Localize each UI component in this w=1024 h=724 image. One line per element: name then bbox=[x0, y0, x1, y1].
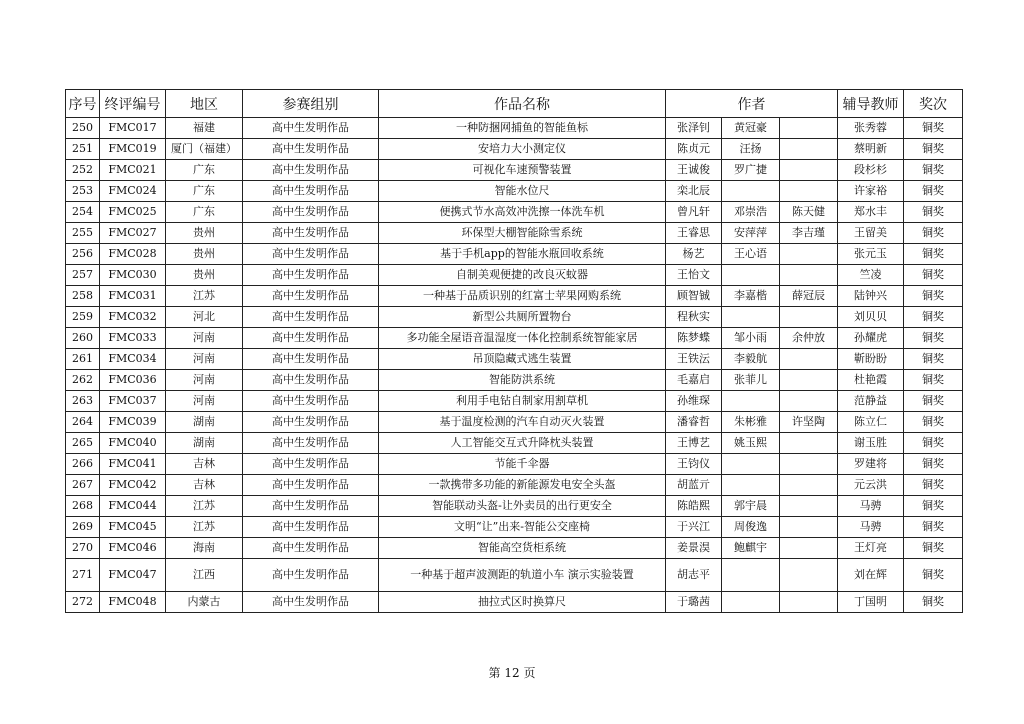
author-2-cell bbox=[722, 307, 780, 328]
table-row bbox=[66, 433, 963, 454]
region-cell: 内蒙古 bbox=[166, 592, 243, 613]
author-3-cell: 李吉瑾 bbox=[780, 223, 838, 244]
author-3-cell: 薛冠辰 bbox=[780, 286, 838, 307]
teacher-cell: 孙耀虎 bbox=[838, 328, 904, 349]
eval-code-cell: FMC017 bbox=[100, 118, 166, 139]
header-group: 参赛组别 bbox=[243, 90, 379, 118]
work-title-cell: 节能千伞器 bbox=[379, 454, 666, 475]
award-cell: 铜奖 bbox=[904, 286, 963, 307]
row-number-cell: 271 bbox=[66, 559, 100, 592]
group-cell: 高中生发明作品 bbox=[243, 328, 379, 349]
author-3-cell bbox=[780, 433, 838, 454]
table-row bbox=[66, 286, 963, 307]
table-row bbox=[66, 412, 963, 433]
author-2-cell: 张菲儿 bbox=[722, 370, 780, 391]
author-3-cell bbox=[780, 592, 838, 613]
teacher-cell: 范静益 bbox=[838, 391, 904, 412]
author-1-cell: 陈梦蝶 bbox=[666, 328, 722, 349]
group-cell: 高中生发明作品 bbox=[243, 538, 379, 559]
region-cell: 吉林 bbox=[166, 454, 243, 475]
region-cell: 河南 bbox=[166, 370, 243, 391]
eval-code-cell: FMC024 bbox=[100, 181, 166, 202]
author-1-cell: 陈贞元 bbox=[666, 139, 722, 160]
table-row bbox=[66, 139, 963, 160]
author-3-cell bbox=[780, 370, 838, 391]
teacher-cell: 谢玉胜 bbox=[838, 433, 904, 454]
region-cell: 江西 bbox=[166, 559, 243, 592]
author-1-cell: 陈皓熙 bbox=[666, 496, 722, 517]
author-3-cell bbox=[780, 454, 838, 475]
author-3-cell bbox=[780, 559, 838, 592]
award-cell: 铜奖 bbox=[904, 391, 963, 412]
author-3-cell bbox=[780, 118, 838, 139]
award-cell: 铜奖 bbox=[904, 433, 963, 454]
row-number-cell: 250 bbox=[66, 118, 100, 139]
eval-code-cell: FMC048 bbox=[100, 592, 166, 613]
award-cell: 铜奖 bbox=[904, 538, 963, 559]
author-2-cell: 罗广捷 bbox=[722, 160, 780, 181]
author-2-cell bbox=[722, 181, 780, 202]
author-1-cell: 毛嘉启 bbox=[666, 370, 722, 391]
region-cell: 广东 bbox=[166, 160, 243, 181]
teacher-cell: 刘贝贝 bbox=[838, 307, 904, 328]
eval-code-cell: FMC019 bbox=[100, 139, 166, 160]
award-cell: 铜奖 bbox=[904, 370, 963, 391]
author-3-cell bbox=[780, 265, 838, 286]
header-region: 地区 bbox=[166, 90, 243, 118]
group-cell: 高中生发明作品 bbox=[243, 496, 379, 517]
table-row bbox=[66, 370, 963, 391]
region-cell: 海南 bbox=[166, 538, 243, 559]
author-2-cell: 安萍萍 bbox=[722, 223, 780, 244]
group-cell: 高中生发明作品 bbox=[243, 223, 379, 244]
author-2-cell: 李嘉楷 bbox=[722, 286, 780, 307]
work-title-cell: 一种基于超声波测距的轨道小车 演示实验装置 bbox=[379, 559, 666, 592]
eval-code-cell: FMC027 bbox=[100, 223, 166, 244]
author-2-cell: 邹小雨 bbox=[722, 328, 780, 349]
region-cell: 厦门（福建） bbox=[166, 139, 243, 160]
table-row bbox=[66, 307, 963, 328]
award-cell: 铜奖 bbox=[904, 559, 963, 592]
region-cell: 吉林 bbox=[166, 475, 243, 496]
work-title-cell: 人工智能交互式升降枕头装置 bbox=[379, 433, 666, 454]
work-title-cell: 一种基于品质识别的红富士苹果网购系统 bbox=[379, 286, 666, 307]
row-number-cell: 269 bbox=[66, 517, 100, 538]
region-cell: 广东 bbox=[166, 181, 243, 202]
group-cell: 高中生发明作品 bbox=[243, 349, 379, 370]
author-2-cell: 姚玉熙 bbox=[722, 433, 780, 454]
work-title-cell: 新型公共厕所置物台 bbox=[379, 307, 666, 328]
region-cell: 广东 bbox=[166, 202, 243, 223]
row-number-cell: 261 bbox=[66, 349, 100, 370]
teacher-cell: 杜艳霞 bbox=[838, 370, 904, 391]
group-cell: 高中生发明作品 bbox=[243, 517, 379, 538]
eval-code-cell: FMC021 bbox=[100, 160, 166, 181]
work-title-cell: 智能防洪系统 bbox=[379, 370, 666, 391]
row-number-cell: 262 bbox=[66, 370, 100, 391]
table-row bbox=[66, 517, 963, 538]
author-1-cell: 张泽钊 bbox=[666, 118, 722, 139]
author-3-cell bbox=[780, 181, 838, 202]
author-1-cell: 潘睿哲 bbox=[666, 412, 722, 433]
row-number-cell: 258 bbox=[66, 286, 100, 307]
author-3-cell bbox=[780, 538, 838, 559]
table-row bbox=[66, 223, 963, 244]
eval-code-cell: FMC034 bbox=[100, 349, 166, 370]
table-row bbox=[66, 181, 963, 202]
group-cell: 高中生发明作品 bbox=[243, 118, 379, 139]
award-cell: 铜奖 bbox=[904, 517, 963, 538]
group-cell: 高中生发明作品 bbox=[243, 475, 379, 496]
author-3-cell bbox=[780, 475, 838, 496]
region-cell: 河南 bbox=[166, 328, 243, 349]
teacher-cell: 陈立仁 bbox=[838, 412, 904, 433]
award-cell: 铜奖 bbox=[904, 307, 963, 328]
region-cell: 江苏 bbox=[166, 517, 243, 538]
group-cell: 高中生发明作品 bbox=[243, 307, 379, 328]
row-number-cell: 266 bbox=[66, 454, 100, 475]
teacher-cell: 马骋 bbox=[838, 496, 904, 517]
region-cell: 河北 bbox=[166, 307, 243, 328]
teacher-cell: 丁国明 bbox=[838, 592, 904, 613]
header-row bbox=[66, 90, 963, 118]
table-row bbox=[66, 559, 963, 592]
author-1-cell: 王钧仪 bbox=[666, 454, 722, 475]
author-1-cell: 王诚俊 bbox=[666, 160, 722, 181]
header-no: 序号 bbox=[66, 90, 100, 118]
author-2-cell: 朱彬雅 bbox=[722, 412, 780, 433]
group-cell: 高中生发明作品 bbox=[243, 454, 379, 475]
group-cell: 高中生发明作品 bbox=[243, 244, 379, 265]
header-award: 奖次 bbox=[904, 90, 963, 118]
author-3-cell bbox=[780, 496, 838, 517]
teacher-cell: 蔡明新 bbox=[838, 139, 904, 160]
eval-code-cell: FMC044 bbox=[100, 496, 166, 517]
eval-code-cell: FMC039 bbox=[100, 412, 166, 433]
row-number-cell: 257 bbox=[66, 265, 100, 286]
author-3-cell: 陈天健 bbox=[780, 202, 838, 223]
author-1-cell: 胡蓝亓 bbox=[666, 475, 722, 496]
table-row bbox=[66, 475, 963, 496]
teacher-cell: 许家裕 bbox=[838, 181, 904, 202]
award-cell: 铜奖 bbox=[904, 475, 963, 496]
author-1-cell: 栾北辰 bbox=[666, 181, 722, 202]
author-1-cell: 于璐茜 bbox=[666, 592, 722, 613]
row-number-cell: 270 bbox=[66, 538, 100, 559]
author-1-cell: 胡志平 bbox=[666, 559, 722, 592]
teacher-cell: 竺凌 bbox=[838, 265, 904, 286]
group-cell: 高中生发明作品 bbox=[243, 559, 379, 592]
work-title-cell: 多功能全屋语音温湿度一体化控制系统智能家居 bbox=[379, 328, 666, 349]
row-number-cell: 253 bbox=[66, 181, 100, 202]
author-1-cell: 王铁沄 bbox=[666, 349, 722, 370]
author-1-cell: 顾智铖 bbox=[666, 286, 722, 307]
work-title-cell: 基于温度检测的汽车自动灭火装置 bbox=[379, 412, 666, 433]
work-title-cell: 便携式节水高效冲洗擦一体洗车机 bbox=[379, 202, 666, 223]
row-number-cell: 260 bbox=[66, 328, 100, 349]
region-cell: 贵州 bbox=[166, 244, 243, 265]
author-2-cell bbox=[722, 391, 780, 412]
work-title-cell: 吊顶隐藏式逃生装置 bbox=[379, 349, 666, 370]
author-2-cell: 周俊逸 bbox=[722, 517, 780, 538]
award-cell: 铜奖 bbox=[904, 181, 963, 202]
row-number-cell: 259 bbox=[66, 307, 100, 328]
award-cell: 铜奖 bbox=[904, 139, 963, 160]
author-3-cell: 余仲放 bbox=[780, 328, 838, 349]
eval-code-cell: FMC025 bbox=[100, 202, 166, 223]
author-3-cell bbox=[780, 517, 838, 538]
work-title-cell: 抽拉式区时换算尺 bbox=[379, 592, 666, 613]
eval-code-cell: FMC032 bbox=[100, 307, 166, 328]
author-1-cell: 程秋实 bbox=[666, 307, 722, 328]
table-row bbox=[66, 349, 963, 370]
award-cell: 铜奖 bbox=[904, 496, 963, 517]
teacher-cell: 元云洪 bbox=[838, 475, 904, 496]
award-cell: 铜奖 bbox=[904, 454, 963, 475]
eval-code-cell: FMC037 bbox=[100, 391, 166, 412]
table-row bbox=[66, 160, 963, 181]
table-row bbox=[66, 391, 963, 412]
work-title-cell: 基于手机app的智能水瓶回收系统 bbox=[379, 244, 666, 265]
eval-code-cell: FMC045 bbox=[100, 517, 166, 538]
row-number-cell: 256 bbox=[66, 244, 100, 265]
row-number-cell: 254 bbox=[66, 202, 100, 223]
group-cell: 高中生发明作品 bbox=[243, 391, 379, 412]
awards-table bbox=[65, 89, 963, 613]
author-1-cell: 王博艺 bbox=[666, 433, 722, 454]
eval-code-cell: FMC033 bbox=[100, 328, 166, 349]
group-cell: 高中生发明作品 bbox=[243, 139, 379, 160]
author-2-cell bbox=[722, 265, 780, 286]
teacher-cell: 张元玉 bbox=[838, 244, 904, 265]
author-1-cell: 王怡文 bbox=[666, 265, 722, 286]
teacher-cell: 郑水丰 bbox=[838, 202, 904, 223]
table-row bbox=[66, 538, 963, 559]
work-title-cell: 自制美观便捷的改良灭蚊器 bbox=[379, 265, 666, 286]
table-row bbox=[66, 118, 963, 139]
author-1-cell: 姜景淏 bbox=[666, 538, 722, 559]
eval-code-cell: FMC028 bbox=[100, 244, 166, 265]
award-cell: 铜奖 bbox=[904, 412, 963, 433]
award-cell: 铜奖 bbox=[904, 244, 963, 265]
row-number-cell: 267 bbox=[66, 475, 100, 496]
row-number-cell: 263 bbox=[66, 391, 100, 412]
author-2-cell: 邓崇浩 bbox=[722, 202, 780, 223]
award-cell: 铜奖 bbox=[904, 223, 963, 244]
author-2-cell: 汪扬 bbox=[722, 139, 780, 160]
teacher-cell: 段杉杉 bbox=[838, 160, 904, 181]
author-3-cell bbox=[780, 391, 838, 412]
group-cell: 高中生发明作品 bbox=[243, 412, 379, 433]
work-title-cell: 可视化车速预警装置 bbox=[379, 160, 666, 181]
row-number-cell: 264 bbox=[66, 412, 100, 433]
group-cell: 高中生发明作品 bbox=[243, 370, 379, 391]
table-row bbox=[66, 202, 963, 223]
author-3-cell: 许坚陶 bbox=[780, 412, 838, 433]
award-cell: 铜奖 bbox=[904, 328, 963, 349]
teacher-cell: 王留美 bbox=[838, 223, 904, 244]
teacher-cell: 罗建将 bbox=[838, 454, 904, 475]
row-number-cell: 252 bbox=[66, 160, 100, 181]
region-cell: 福建 bbox=[166, 118, 243, 139]
eval-code-cell: FMC041 bbox=[100, 454, 166, 475]
teacher-cell: 靳盼盼 bbox=[838, 349, 904, 370]
table-row bbox=[66, 592, 963, 613]
teacher-cell: 刘在辉 bbox=[838, 559, 904, 592]
teacher-cell: 陆钟兴 bbox=[838, 286, 904, 307]
header-authors: 作者 bbox=[666, 90, 838, 118]
row-number-cell: 255 bbox=[66, 223, 100, 244]
author-1-cell: 孙维琛 bbox=[666, 391, 722, 412]
table-row bbox=[66, 244, 963, 265]
region-cell: 河南 bbox=[166, 391, 243, 412]
work-title-cell: 一种防捆网捕鱼的智能鱼标 bbox=[379, 118, 666, 139]
author-2-cell: 黄冠豪 bbox=[722, 118, 780, 139]
author-1-cell: 于兴江 bbox=[666, 517, 722, 538]
group-cell: 高中生发明作品 bbox=[243, 265, 379, 286]
region-cell: 贵州 bbox=[166, 223, 243, 244]
author-2-cell: 李毅航 bbox=[722, 349, 780, 370]
teacher-cell: 马骋 bbox=[838, 517, 904, 538]
group-cell: 高中生发明作品 bbox=[243, 592, 379, 613]
region-cell: 河南 bbox=[166, 349, 243, 370]
author-2-cell: 王心语 bbox=[722, 244, 780, 265]
group-cell: 高中生发明作品 bbox=[243, 160, 379, 181]
eval-code-cell: FMC031 bbox=[100, 286, 166, 307]
author-1-cell: 杨艺 bbox=[666, 244, 722, 265]
teacher-cell: 王灯亮 bbox=[838, 538, 904, 559]
region-cell: 湖南 bbox=[166, 433, 243, 454]
author-3-cell bbox=[780, 160, 838, 181]
author-1-cell: 王睿思 bbox=[666, 223, 722, 244]
eval-code-cell: FMC030 bbox=[100, 265, 166, 286]
author-2-cell bbox=[722, 559, 780, 592]
group-cell: 高中生发明作品 bbox=[243, 202, 379, 223]
row-number-cell: 265 bbox=[66, 433, 100, 454]
author-1-cell: 曾凡轩 bbox=[666, 202, 722, 223]
region-cell: 江苏 bbox=[166, 286, 243, 307]
work-title-cell: 利用手电钻自制家用割草机 bbox=[379, 391, 666, 412]
eval-code-cell: FMC046 bbox=[100, 538, 166, 559]
work-title-cell: 智能联动头盔-让外卖员的出行更安全 bbox=[379, 496, 666, 517]
header-title: 作品名称 bbox=[379, 90, 666, 118]
author-2-cell: 郭宇晨 bbox=[722, 496, 780, 517]
row-number-cell: 268 bbox=[66, 496, 100, 517]
author-3-cell bbox=[780, 307, 838, 328]
author-2-cell: 鲍麒宇 bbox=[722, 538, 780, 559]
table-row bbox=[66, 328, 963, 349]
row-number-cell: 251 bbox=[66, 139, 100, 160]
eval-code-cell: FMC047 bbox=[100, 559, 166, 592]
table-row bbox=[66, 265, 963, 286]
work-title-cell: 智能水位尺 bbox=[379, 181, 666, 202]
work-title-cell: 一款携带多功能的新能源发电安全头盔 bbox=[379, 475, 666, 496]
row-number-cell: 272 bbox=[66, 592, 100, 613]
author-3-cell bbox=[780, 244, 838, 265]
group-cell: 高中生发明作品 bbox=[243, 286, 379, 307]
award-cell: 铜奖 bbox=[904, 592, 963, 613]
header-code: 终评编号 bbox=[100, 90, 166, 118]
author-3-cell bbox=[780, 349, 838, 370]
region-cell: 湖南 bbox=[166, 412, 243, 433]
award-cell: 铜奖 bbox=[904, 118, 963, 139]
page-number: 第 12 页 bbox=[488, 666, 536, 680]
group-cell: 高中生发明作品 bbox=[243, 433, 379, 454]
work-title-cell: 安培力大小测定仪 bbox=[379, 139, 666, 160]
award-cell: 铜奖 bbox=[904, 349, 963, 370]
eval-code-cell: FMC040 bbox=[100, 433, 166, 454]
table-row bbox=[66, 496, 963, 517]
work-title-cell: 智能高空货柜系统 bbox=[379, 538, 666, 559]
header-teacher: 辅导教师 bbox=[838, 90, 904, 118]
award-cell: 铜奖 bbox=[904, 265, 963, 286]
eval-code-cell: FMC042 bbox=[100, 475, 166, 496]
author-2-cell bbox=[722, 592, 780, 613]
region-cell: 贵州 bbox=[166, 265, 243, 286]
teacher-cell: 张秀蓉 bbox=[838, 118, 904, 139]
work-title-cell: 环保型大棚智能除雪系统 bbox=[379, 223, 666, 244]
table-row bbox=[66, 454, 963, 475]
eval-code-cell: FMC036 bbox=[100, 370, 166, 391]
group-cell: 高中生发明作品 bbox=[243, 181, 379, 202]
author-2-cell bbox=[722, 475, 780, 496]
author-2-cell bbox=[722, 454, 780, 475]
region-cell: 江苏 bbox=[166, 496, 243, 517]
award-cell: 铜奖 bbox=[904, 202, 963, 223]
award-cell: 铜奖 bbox=[904, 160, 963, 181]
work-title-cell: 文明“让”出来-智能公交座椅 bbox=[379, 517, 666, 538]
author-3-cell bbox=[780, 139, 838, 160]
